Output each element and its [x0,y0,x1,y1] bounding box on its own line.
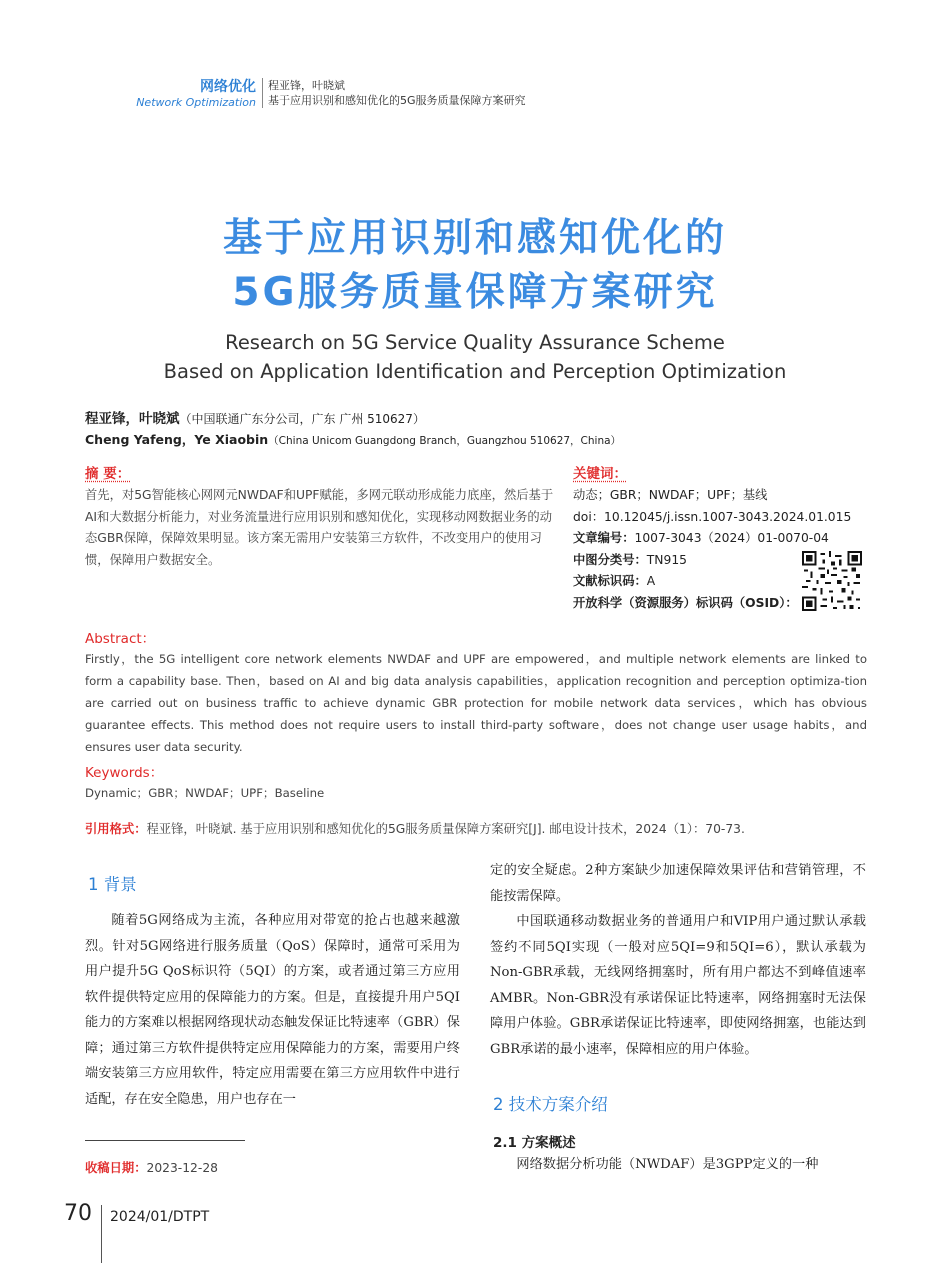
section-1-paragraph-2: 中国联通移动数据业务的普通用户和VIP用户通过默认承载签约不同5QI实现（一般对应5QI=9和5QI=6），默认承载为Non-GBR承载，无线网络拥塞时，所有用户都达不到峰值速率AMBR。Non-GBR没有承诺保证比特速率，网络拥塞时无法保障用户体验。GBR承诺保证比特速率，即使网络拥塞，也能达到GBR承诺的最小速率，保障相应的用户体验。 [490,914,866,1057]
body-left-column [85,908,460,1112]
authors-en [85,430,621,448]
article-number-label: 文章编号： [573,531,635,545]
title-cn-line2: 5G服务质量保障方案研究 [232,270,718,315]
header-divider [262,78,263,108]
body-right-column [490,858,866,1062]
page-number: 70 [64,1201,92,1226]
keywords-en-heading: Keywords： [85,765,164,781]
author-names-cn: 程亚锋，叶晓斌 [85,411,180,427]
osid-label: 开放科学（资源服务）标识码（OSID）： [573,595,798,610]
section-label-en: Network Optimization [136,96,256,109]
document-code-value: A [646,574,656,588]
doi: doi：10.12045/j.issn.1007-3043.2024.01.015 [573,509,852,524]
document-code-label: 文献标识码： [573,574,647,588]
affiliation-cn: （中国联通广东分公司，广东 广州 510627） [179,412,425,426]
received-label: 收稿日期： [85,1161,147,1175]
abstract-cn-body: 首先，对5G智能核心网网元NWDAF和UPF赋能，多网元联动形成能力底座，然后基于AI和大数据分析能力，对业务流量进行应用识别和感知优化，实现移动网数据业务的动态GBR保障，保障效果明显。该方案无需用户安装第三方软件，不改变用户的使用习惯，保障用户数据安全。 [85,488,554,567]
received-date [85,1158,218,1176]
title-cn [0,212,950,320]
section-1-heading: 1 背景 [88,875,137,894]
citation-text: 程亚锋，叶晓斌. 基于应用识别和感知优化的5G服务质量保障方案研究[J]. 邮电设计技术，2024（1）：70-73. [146,822,745,836]
citation [85,819,745,837]
keywords-cn-heading: 关键词： [573,466,627,482]
clc-value: TN915 [646,552,687,567]
title-en-line1: Research on 5G Service Quality Assurance Scheme [225,331,725,354]
footer-divider [101,1205,102,1263]
abstract-cn-heading: 摘 要： [85,466,131,482]
title-en-line2: Based on Application Identification and Perception Optimization [163,360,787,383]
title-en [0,328,950,386]
clc-label: 中图分类号： [573,552,647,567]
abstract-en-body: Firstly，the 5G intelligent core network elements NWDAF and UPF are empowered，and multiple network elements are linked to form a capability base. Then，based on AI and big data analysis capabilities，application recognition and perception optimiza-tion are carried out on business traffic to achieve dynamic GBR protection for mobile network data services，which has obvious guarantee effects. This method does not require users to install third-party software，does not change user usage habits，and ensures user data security. [85,652,867,754]
running-header-article [268,78,526,108]
section-2-1-body [490,1152,866,1178]
footnote-rule [85,1140,245,1141]
abstract-en-heading: Abstract： [85,631,156,647]
section-2-heading: 2 技术方案介绍 [493,1095,608,1114]
keywords-cn: 动态；GBR；NWDAF；UPF；基线 [573,488,768,502]
article-number-value: 1007-3043（2024）01-0070-04 [634,531,829,545]
author-names-en: Cheng Yafeng，Ye Xiaobin [85,432,269,447]
section-1-paragraph: 随着5G网络成为主流，各种应用对带宽的抢占也越来越激烈。针对5G网络进行服务质量（QoS）保障时，通常可采用为用户提升5G QoS标识符（5QI）的方案，或者通过第三方应用软件提供特定应用的保障能力的方案。但是，直接提升用户5QI能力的方案难以根据网络现状动态触发保证比特速率（GBR）保障；通过第三方软件提供特定应用保障能力的方案，需要用户终端安装第三方应用软件，特定应用需要在第三方应用软件中进行适配，存在安全隐患，用户也存在一 [85,913,460,1107]
section-2-1-heading: 2.1 方案概述 [493,1135,576,1151]
authors-cn [85,407,425,427]
keywords-en-body: Dynamic；GBR；NWDAF；UPF；Baseline [85,786,325,800]
journal-issue: 2024/01/DTPT [110,1209,210,1225]
section-1-continued: 定的安全疑虑。2种方案缺少加速保障效果评估和营销管理，不能按需保障。 [490,863,866,904]
received-value: 2023-12-28 [146,1161,218,1175]
header-authors: 程亚锋，叶晓斌 [268,79,345,92]
running-header-section [136,78,256,110]
section-2-1-paragraph: 网络数据分析功能（NWDAF）是3GPP定义的一种 [516,1157,819,1172]
title-cn-line1: 基于应用识别和感知优化的 [222,216,727,261]
header-title: 基于应用识别和感知优化的5G服务质量保障方案研究 [268,94,526,107]
affiliation-en: （China Unicom Guangdong Branch，Guangzhou 510627，China） [268,435,622,447]
article-number [573,528,873,550]
section-label-cn: 网络优化 [200,79,256,95]
osid-qr-code-icon[interactable] [802,551,862,611]
citation-label: 引用格式： [85,822,147,836]
